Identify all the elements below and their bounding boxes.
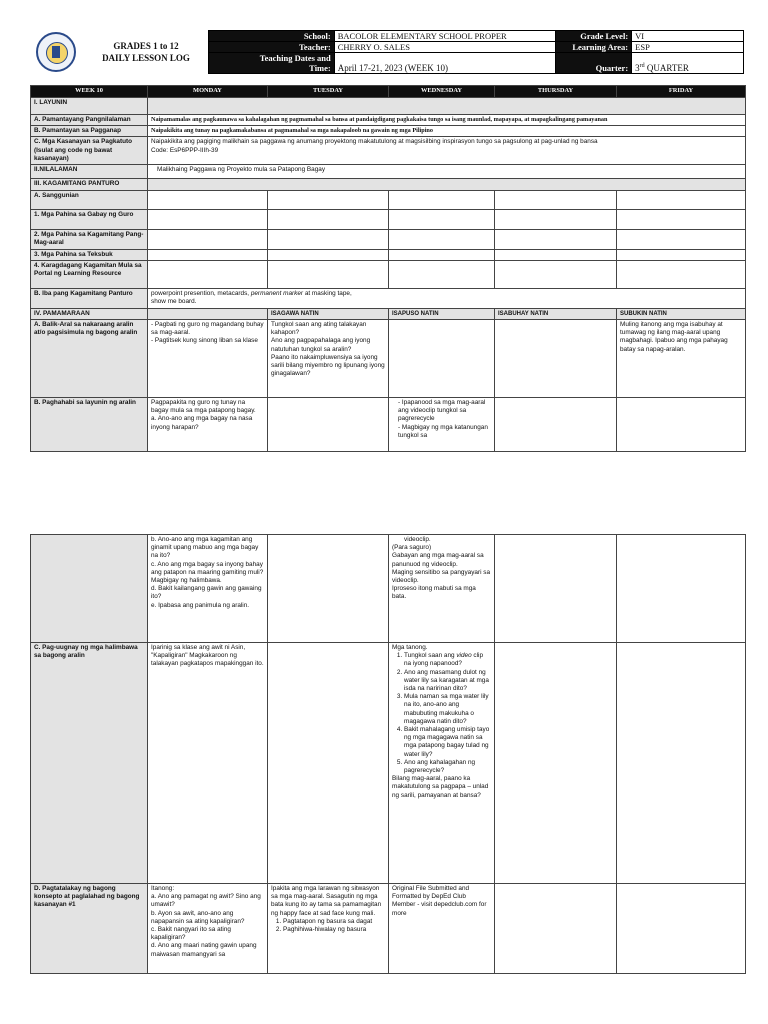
thursday-phase: ISABUHAY NATIN <box>495 308 617 319</box>
week-header: WEEK 10 <box>31 86 148 98</box>
monday-header: MONDAY <box>148 86 268 98</box>
cell <box>268 229 389 249</box>
cell <box>268 190 389 209</box>
kagamitang-panturo-heading: III. KAGAMITANG PANTURO <box>31 179 148 190</box>
karagdagang-kagamitan-label: 4. Karagdagang Kagamitan Mula sa Portal ng Learning Resource <box>31 260 148 288</box>
cell <box>389 229 495 249</box>
quarter-label: Quarter: <box>556 53 632 74</box>
grade-level-label: Grade Level: <box>556 31 632 42</box>
cell <box>148 229 268 249</box>
list-item: 5. Ano ang kahalagahan ng pagrerecycle? <box>404 759 491 775</box>
balik-aral-monday: - Pagbati ng guro ng magandang buhay sa mag-aaral. - Pagtitsek kung sinong liban sa klase <box>148 320 268 398</box>
kasanayan-label: C. Mga Kasanayan sa Pagkatuto (Isulat ang code ng bawat kasanayan) <box>31 137 148 165</box>
cell <box>495 190 617 209</box>
paghahabi-wednesday-continued: videoclip. (Para saguro) Gabayan ang mga mag-aaral sa panunuod ng videoclip. Maging sensitibo sa pangyayari sa videoclip. Iproseso itong mabuti sa mga bata. <box>389 535 495 643</box>
iba-pang-kagamitan-text: powerpoint presention, metacards, permanent marker at masking tape, show me board. <box>148 288 746 308</box>
cell <box>148 260 268 288</box>
list-item: 4. Bakit mahalagang umisip tayo ng mga magagawa natin sa mga patapong bagay tulad ng water lily? <box>404 726 491 759</box>
list-item: 2. Paghihiwa-hiwalay ng basura <box>283 926 385 934</box>
iba-pang-kagamitan-label: B. Iba pang Kagamitang Panturo <box>31 288 148 308</box>
cell <box>148 249 268 260</box>
sanggunian-label: A. Sanggunian <box>31 190 148 209</box>
cell <box>148 190 268 209</box>
cell <box>617 884 746 974</box>
cell <box>617 643 746 884</box>
balik-aral-tuesday: Tungkol saan ang ating talakayan kahapon? Ano ang pagpapahalaga ang iyong natutuhan tungkol sa aralin? Paano ito nakaimpluwensiya sa iyong sarili bilang miyembro ng lipunang iyong ginagalawan? <box>268 320 389 398</box>
title-line-1: GRADES 1 to 12 <box>113 41 179 51</box>
school-label: School: <box>209 31 335 42</box>
teksbuk-label: 3. Mga Pahina sa Teksbuk <box>31 249 148 260</box>
nilalaman-label: II.NILALAMAN <box>31 165 148 179</box>
list-item: 1. Tungkol saan ang video clip na iyong napanood? <box>404 652 491 668</box>
cell <box>617 249 746 260</box>
paghahabi-wednesday: - Ipapanood sa mga mag-aaral ang videoclip tungkol sa pagrerecycle - Magbigay ng mga katanungan tungkol sa <box>389 398 495 452</box>
layunin-heading-fill <box>148 98 746 115</box>
quarter-value: 3rd QUARTER <box>632 53 744 74</box>
cell <box>617 229 746 249</box>
title-line-2: DAILY LESSON LOG <box>102 53 190 63</box>
cell <box>268 535 389 643</box>
cell <box>148 209 268 229</box>
tuesday-phase: ISAGAWA NATIN <box>268 308 389 319</box>
page-2 <box>0 532 768 1024</box>
paghahabi-monday-continued: b. Ano-ano ang mga kagamitan ang ginamit upang mabuo ang mga bagay na ito? c. Ano ang mga bagay sa inyong bahay ang patapon na maaring gamiting muli? Magbigay ng halimbawa. d. Bakit kailangang gawin ang gawaing ito? e. Ipabasa ang panimula ng aralin. <box>148 535 268 643</box>
cell <box>389 249 495 260</box>
cell <box>268 398 389 452</box>
cell <box>617 190 746 209</box>
list-item: 3. Mula naman sa mga water lily na ito, ano-ano ang mabubuting makukuha o magagawa natin dito? <box>404 693 491 726</box>
cell <box>617 398 746 452</box>
friday-phase: SUBUKIN NATIN <box>617 308 746 319</box>
cell <box>495 320 617 398</box>
nilalaman-text: Malikhaing Paggawa ng Proyekto mula sa Patapong Bagay <box>148 165 746 179</box>
monday-phase <box>148 308 268 319</box>
teacher-label: Teacher: <box>209 42 335 53</box>
grade-level-value: VI <box>632 31 744 42</box>
friday-header: FRIDAY <box>617 86 746 98</box>
thursday-header: THURSDAY <box>495 86 617 98</box>
balik-aral-label: A. Balik-Aral sa nakaraang aralin at/o pagsisimula ng bagong aralin <box>31 320 148 398</box>
cell <box>389 320 495 398</box>
cell <box>268 260 389 288</box>
pamamaraan-heading: IV. PAMAMARAAN <box>31 308 148 319</box>
cell <box>268 249 389 260</box>
pamantayan-sa-pagganap-label: B. Pamantayan sa Pagganap <box>31 126 148 137</box>
paghahabi-continued-label <box>31 535 148 643</box>
pagtalakay-monday: Itanong: a. Ano ang pamagat ng awit? Sino ang umawit? b. Ayon sa awit, ano-ano ang napapansin sa ating kapaligiran? c. Bakit nangyari ito sa ating kapaligiran? d. Ano ang maari nating gawin upang maiwasan mamangyari sa <box>148 884 268 974</box>
school-value: BACOLOR ELEMENTARY SCHOOL PROPER <box>334 31 556 42</box>
pag-uugnay-monday: Iparinig sa klase ang awit ni Asin, "Kapaligiran" Magkakaroon ng talakayan pagkatapos mapakinggan ito. <box>148 643 268 884</box>
tuesday-header: TUESDAY <box>268 86 389 98</box>
cell <box>389 260 495 288</box>
teacher-value: CHERRY O. SALES <box>334 42 556 53</box>
cell <box>495 398 617 452</box>
list-item: 1. Pagtatapon ng basura sa dagat <box>283 918 385 926</box>
pagtalakay-tuesday: Ipakita ang mga larawan ng sitwasyon sa mga mag-aaral. Sasagutin ng mga bata kung ito ay tama sa pamamagitan ng happy face at sad face kung mali. 1. Pagtatapon ng basura sa dagat 2. Paghihiwa-hiwalay ng basura <box>268 884 389 974</box>
learning-area-label: Learning Area: <box>556 42 632 53</box>
teaching-dates-label: Teaching Dates and Time: <box>209 53 335 74</box>
learning-area-value: ESP <box>632 42 744 53</box>
paghahabi-label: B. Paghahabi sa layunin ng aralin <box>31 398 148 452</box>
wednesday-header: WEDNESDAY <box>389 86 495 98</box>
lesson-table-page-2 <box>30 534 746 974</box>
cell <box>268 643 389 884</box>
deped-seal-icon <box>36 32 76 72</box>
cell <box>495 884 617 974</box>
paghahabi-monday: Pagpapakita ng guro ng tunay na bagay mula sa mga patapong bagay. a. Ano-ano ang mga bagay na nasa inyong harapan? <box>148 398 268 452</box>
cell <box>495 260 617 288</box>
gabay-ng-guro-label: 1. Mga Pahina sa Gabay ng Guro <box>31 209 148 229</box>
cell <box>495 209 617 229</box>
cell <box>268 209 389 229</box>
video-questions-list <box>392 652 491 775</box>
balik-aral-friday: Muling itanong ang mga isabuhay at tumawag ng ilang mag-aaral upang magbahagi. Ipabuo ang mga pahayag batay sa napag-aralan. <box>617 320 746 398</box>
cell <box>495 535 617 643</box>
pamantayang-pangnilalaman-label: A. Pamantayang Pangnilalaman <box>31 115 148 126</box>
teaching-dates-value: April 17-21, 2023 (WEEK 10) <box>334 53 556 74</box>
document-title <box>86 40 206 64</box>
pagtalakay-label: D. Pagtatalakay ng bagong konsepto at paglalahad ng bagong kasanayan #1 <box>31 884 148 974</box>
kagamitang-mag-aaral-label: 2. Mga Pahina sa Kagamitang Pang- Mag-aaral <box>31 229 148 249</box>
pagtalakay-wednesday: Original File Submitted and Formatted by DepEd Club Member - visit depedclub.com for more <box>389 884 495 974</box>
pag-uugnay-wednesday: Mga tanong. 1. Tungkol saan ang video clip na iyong napanood? 2. Ano ang masamang dulot ng water lily sa karagatan at mga isda na naririnan dito? 3. Mula naman sa mga water lily na ito, ano-ano ang mabubuting makukuha o magagawa natin dito? 4. Bakit mahalagang umisip tayo ng mga magagawa natin sa mga patapong bagay tulad ng water lily? 5. Ano ang kahalagahan ng pagrerecycle? Bilang mag-aaral, paano ka makatutulong sa pagpapa – unlad ng sarili, pamayanan at bansa? <box>389 643 495 884</box>
cell <box>495 643 617 884</box>
page-1 <box>0 0 768 472</box>
cell <box>617 260 746 288</box>
cell <box>389 209 495 229</box>
kasanayan-text: Naipakikita ang pagiging malikhain sa paggawa ng anumang proyektong makatutulong at magsisilbing inspirasyon tungo sa pagsulong at pag-unlad ng bansa Code: EsP6PPP-IIIh-39 <box>148 137 746 165</box>
cell <box>617 209 746 229</box>
pamantayan-sa-pagganap-text: Naipakikita ang tunay na pagkamakabansa at pagmamahal sa mga nakapaloob na gawain ng mga Pilipino <box>148 126 746 137</box>
layunin-heading: I. LAYUNIN <box>31 98 148 115</box>
cell <box>389 190 495 209</box>
pag-uugnay-label: C. Pag-uugnay ng mga halimbawa sa bagong aralin <box>31 643 148 884</box>
wednesday-phase: ISAPUSO NATIN <box>389 308 495 319</box>
situation-list <box>271 918 385 934</box>
lesson-table-page-1 <box>30 85 746 452</box>
list-item: 2. Ano ang masamang dulot ng water lily sa karagatan at mga isda na naririnan dito? <box>404 669 491 694</box>
seal-torch <box>52 46 60 58</box>
cell <box>495 229 617 249</box>
header-info-table <box>208 30 744 74</box>
cell <box>617 535 746 643</box>
header <box>30 30 744 76</box>
kagamitang-panturo-fill <box>148 179 746 190</box>
cell <box>495 249 617 260</box>
pamantayang-pangnilalaman-text: Naipamamalas ang pagkaunawa sa kahalagahan ng pagmamahal sa bansa at pandaigdigang pagkakaisa tungo sa isang maunlad, mapayapa, at mapagkalingang pamayanan <box>148 115 746 126</box>
